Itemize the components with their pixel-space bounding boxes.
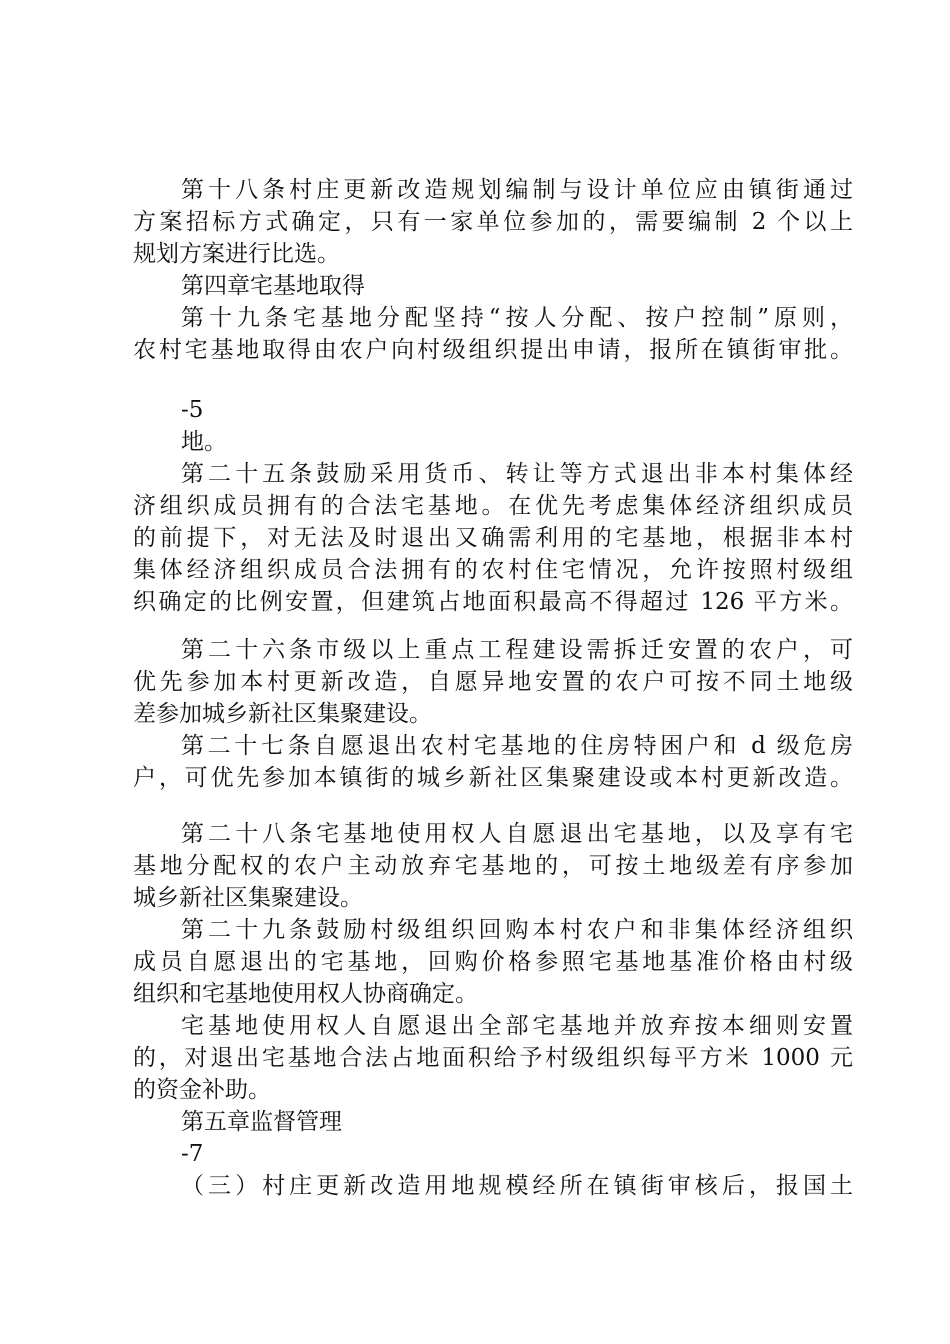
text-line: 城乡新社区集聚建设。 [133,885,363,911]
chapter-heading: 第四章宅基地取得 [181,273,365,299]
text-line: 第二十六条市级以上重点工程建设需拆迁安置的农户，可 [181,637,853,663]
text-line: 第十八条村庄更新改造规划编制与设计单位应由镇街通过 [181,177,853,203]
text-line: 第十九条宅基地分配坚持“按人分配、按户控制”原则， [181,305,853,331]
text-line: 的前提下，对无法及时退出又确需利用的宅基地，根据非本村 [133,525,853,551]
text-line: 的资金补助。 [133,1077,271,1103]
text-line: 的，对退出宅基地合法占地面积给予村级组织每平方米 1000 元 [133,1045,853,1071]
text-line: 方案招标方式确定，只有一家单位参加的，需要编制 2 个以上 [133,209,853,235]
text-line: 地。 [181,429,227,455]
text-line: 第二十七条自愿退出农村宅基地的住房特困户和 d 级危房 [181,733,853,759]
text-line: 农村宅基地取得由农户向村级组织提出申请，报所在镇街审批。 [133,337,853,363]
text-line: 成员自愿退出的宅基地，回购价格参照宅基地基准价格由村级 [133,949,853,975]
text-line: 基地分配权的农户主动放弃宅基地的，可按土地级差有序参加 [133,853,853,879]
text-line: （三）村庄更新改造用地规模经所在镇街审核后，报国土 [181,1173,853,1199]
text-line: 济组织成员拥有的合法宅基地。在优先考虑集体经济组织成员 [133,493,853,519]
text-line: 第二十八条宅基地使用权人自愿退出宅基地，以及享有宅 [181,821,853,847]
chapter-heading: 第五章监督管理 [181,1109,342,1135]
text-line: 第二十九条鼓励村级组织回购本村农户和非集体经济组织 [181,917,853,943]
page-number: -7 [181,1141,204,1167]
text-line: 第二十五条鼓励采用货币、转让等方式退出非本村集体经 [181,461,853,487]
text-line: 组织和宅基地使用权人协商确定。 [133,981,478,1007]
text-line: 宅基地使用权人自愿退出全部宅基地并放弃按本细则安置 [181,1013,853,1039]
text-line: 规划方案进行比选。 [133,241,340,267]
text-line: 织确定的比例安置，但建筑占地面积最高不得超过 126 平方米。 [133,589,853,615]
text-line: 差参加城乡新社区集聚建设。 [133,701,432,727]
text-line: 户，可优先参加本镇街的城乡新社区集聚建设或本村更新改造。 [133,765,853,791]
text-line: 集体经济组织成员合法拥有的农村住宅情况，允许按照村级组 [133,557,853,583]
page-number: -5 [181,397,204,423]
text-line: 优先参加本村更新改造，自愿异地安置的农户可按不同土地级 [133,669,853,695]
